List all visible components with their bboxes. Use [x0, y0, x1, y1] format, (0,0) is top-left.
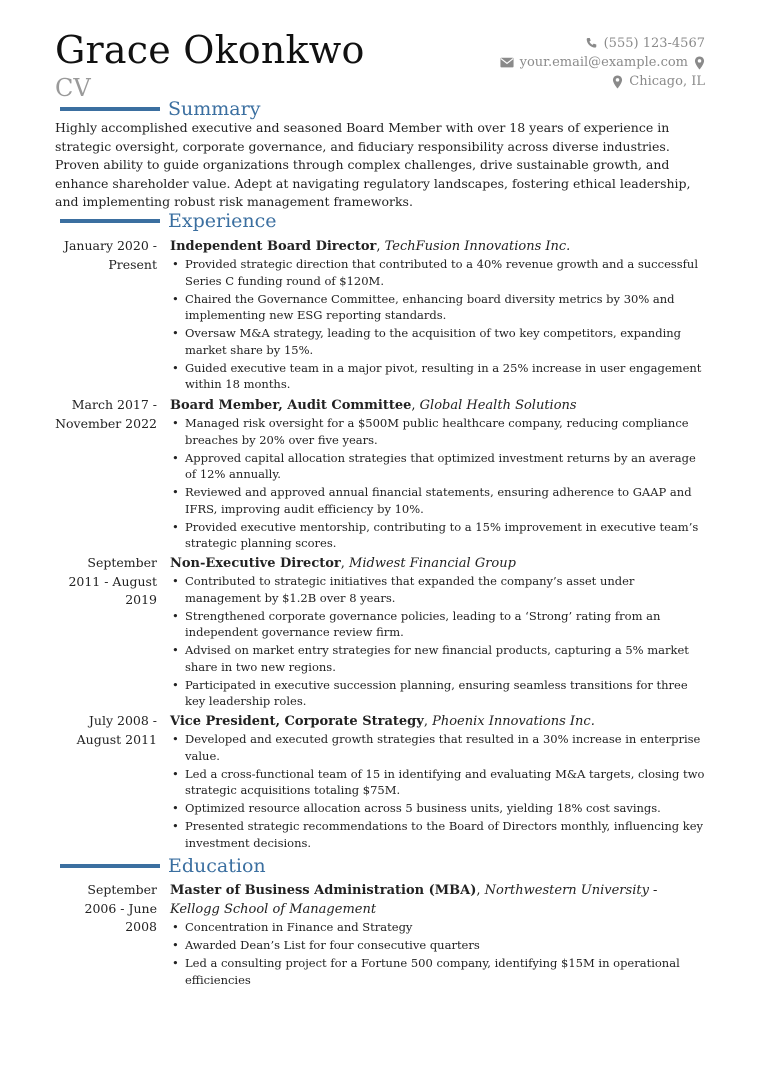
bullet-item: • Managed risk oversight for a $500M public healthcare company, reducing compliance breaches by 20% over five years. — [170, 415, 705, 448]
summary-heading — [60, 98, 260, 120]
section-accent-bar — [60, 107, 160, 111]
entry-role-line: Independent Board Director, TechFusion Innovations Inc. — [170, 239, 571, 254]
entry-date: March 2017 - November 2022 — [55, 397, 157, 431]
education-title: Education — [168, 855, 266, 877]
entry-bullets — [170, 919, 705, 988]
bullet-item: • Participated in executive succession planning, ensuring seamless transitions for three key leadership roles. — [170, 677, 705, 710]
document-subtitle: CV — [55, 74, 91, 102]
section-accent-bar — [60, 864, 160, 868]
entry-bullets — [170, 415, 705, 552]
bullet-item: • Chaired the Governance Committee, enhancing board diversity metrics by 30% and implementing new ESG reporting standards. — [170, 291, 705, 324]
bullet-item: • Advised on market entry strategies for new financial products, capturing a 5% market share in two new regions. — [170, 642, 705, 675]
map-pin-icon — [612, 75, 623, 89]
bullet-item: • Contributed to strategic initiatives that expanded the company’s asset under management by $1.2B over 8 years. — [170, 573, 705, 606]
bullet-item: • Optimized resource allocation across 5 business units, yielding 18% cost savings. — [170, 800, 705, 817]
entry-role-line: Board Member, Audit Committee, Global Health Solutions — [170, 398, 577, 413]
bullet-item: • Developed and executed growth strategies that resulted in a 30% increase in enterprise value. — [170, 731, 705, 764]
bullet-item: • Reviewed and approved annual financial statements, ensuring adherence to GAAP and IFRS, improving audit efficiency by 10%. — [170, 484, 705, 517]
candidate-name: Grace Okonkwo — [55, 28, 365, 72]
bullet-item: • Guided executive team in a major pivot, resulting in a 25% increase in user engagement within 18 months. — [170, 360, 705, 393]
location-text: Chicago, IL — [629, 74, 705, 89]
entry-role-line: Master of Business Administration (MBA), Northwestern University - Kellogg School of Management — [170, 883, 658, 917]
bullet-item: • Led a cross-functional team of 15 in identifying and evaluating M&A targets, closing two strategic acquisitions totaling $75M. — [170, 766, 705, 799]
phone-icon — [585, 37, 598, 50]
entry-bullets — [170, 573, 705, 710]
entry-date: September 2011 - August 2019 — [68, 555, 157, 607]
experience-heading — [60, 210, 277, 232]
bullet-item: • Approved capital allocation strategies that optimized investment returns by an average of 12% annually. — [170, 450, 705, 483]
bullet-item: • Presented strategic recommendations to the Board of Directors monthly, influencing key investment decisions. — [170, 818, 705, 851]
entry-role-line: Non-Executive Director, Midwest Financial Group — [170, 556, 516, 571]
entry-bullets — [170, 731, 705, 851]
entry-org: Global Health Solutions — [419, 398, 577, 413]
contact-phone[interactable] — [500, 34, 705, 53]
summary-text: Highly accomplished executive and seasoned Board Member with over 18 years of experience in strategic oversight, corporate governance, and fiduciary responsibility across diverse industries. Proven ability to guide organizations through complex challenges, drive sustainable growth, and enhance shareholder value. Adept at navigating regulatory landscapes, fostering ethical leadership, and implementing robust risk management frameworks. — [55, 120, 691, 209]
email-text: your.email@example.com — [519, 55, 688, 70]
bullet-item: • Led a consulting project for a Fortune 500 company, identifying $15M in operational efficiencies — [170, 955, 705, 988]
entry-role: Master of Business Administration (MBA) — [170, 883, 477, 898]
entry-org: Northwestern University - Kellogg School of Management — [170, 883, 658, 917]
entry-role: Independent Board Director — [170, 239, 377, 254]
entry-role: Vice President, Corporate Strategy — [170, 714, 424, 729]
contact-block — [500, 34, 705, 91]
map-pin-icon — [694, 56, 705, 70]
bullet-item: • Oversaw M&A strategy, leading to the acquisition of two key competitors, expanding market share by 15%. — [170, 325, 705, 358]
entry-bullets — [170, 256, 705, 393]
entry-date: January 2020 - Present — [63, 238, 157, 272]
entry-date: September 2006 - June 2008 — [84, 882, 157, 934]
entry-org: TechFusion Innovations Inc. — [384, 239, 571, 254]
bullet-item: • Concentration in Finance and Strategy — [170, 919, 705, 936]
entry-org: Phoenix Innovations Inc. — [432, 714, 595, 729]
contact-location — [500, 72, 705, 91]
summary-title: Summary — [168, 98, 261, 120]
section-accent-bar — [60, 219, 160, 223]
bullet-item: • Strengthened corporate governance policies, leading to a ‘Strong’ rating from an independent governance review firm. — [170, 608, 705, 641]
experience-title: Experience — [168, 210, 277, 232]
phone-text: (555) 123-4567 — [603, 36, 705, 51]
entry-role: Board Member, Audit Committee — [170, 398, 412, 413]
bullet-item: • Provided strategic direction that contributed to a 40% revenue growth and a successful Series C funding round of $120M. — [170, 256, 705, 289]
bullet-item: • Awarded Dean’s List for four consecutive quarters — [170, 937, 705, 954]
entry-date: July 2008 - August 2011 — [76, 713, 157, 747]
education-heading — [60, 855, 266, 877]
entry-role-line: Vice President, Corporate Strategy, Phoenix Innovations Inc. — [170, 714, 595, 729]
bullet-item: • Provided executive mentorship, contributing to a 15% improvement in executive team’s strategic planning scores. — [170, 519, 705, 552]
entry-org: Midwest Financial Group — [349, 556, 516, 571]
contact-email[interactable] — [500, 53, 705, 72]
envelope-icon — [500, 57, 514, 68]
entry-role: Non-Executive Director — [170, 556, 341, 571]
